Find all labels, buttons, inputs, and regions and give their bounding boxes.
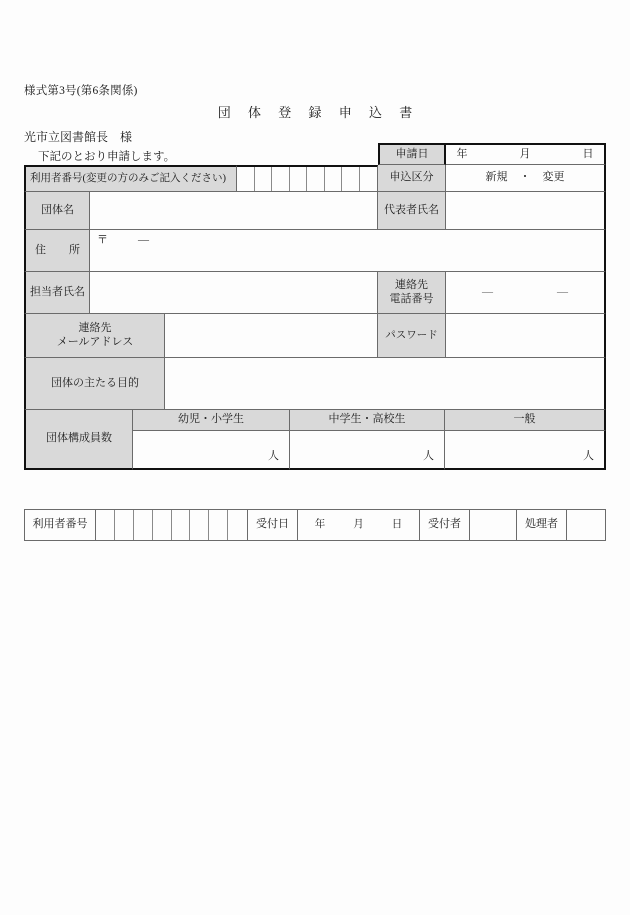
user-number-boxes[interactable] <box>237 165 378 192</box>
user-number-box[interactable] <box>307 167 325 191</box>
password-field[interactable] <box>446 314 606 358</box>
members-value-children[interactable] <box>133 431 290 470</box>
members-label: 団体構成員数 <box>24 410 133 470</box>
application-type-field[interactable] <box>446 165 606 192</box>
form-number: 様式第3号(第6条関係) <box>24 85 138 97</box>
email-label <box>24 314 165 358</box>
receipt-date-month: 月 <box>353 519 364 531</box>
user-number-box[interactable] <box>272 167 290 191</box>
receiver-label: 受付者 <box>420 509 470 541</box>
phone-dash-2: ― <box>557 285 568 298</box>
office-user-number-boxes[interactable] <box>96 509 248 541</box>
office-user-number-box[interactable] <box>228 510 247 540</box>
password-label: パスワード <box>378 314 446 358</box>
members-value-students[interactable] <box>290 431 445 470</box>
application-date-day: 日 <box>582 147 594 160</box>
intro-text: 下記のとおり申請します。 <box>38 151 176 163</box>
application-type-option-change[interactable]: 変更 <box>542 171 565 184</box>
user-number-box[interactable] <box>342 167 360 191</box>
receipt-date-day: 日 <box>391 519 403 531</box>
address-label: 住 所 <box>24 230 90 272</box>
representative-name-field[interactable] <box>446 192 606 230</box>
application-date-month: 月 <box>519 147 531 160</box>
members-value-general[interactable] <box>445 431 606 470</box>
members-header-students: 中学生・高校生 <box>290 410 445 431</box>
user-number-box[interactable] <box>237 167 255 191</box>
members-unit-children: 人 <box>268 450 279 463</box>
phone-label <box>378 272 446 314</box>
receipt-date-year: 年 <box>314 519 326 531</box>
email-label-line1: 連絡先 <box>78 321 112 334</box>
processor-label: 処理者 <box>517 509 567 541</box>
postal-mark-icon: 〒 <box>97 234 108 246</box>
office-user-number-box[interactable] <box>209 510 228 540</box>
members-unit-general: 人 <box>583 450 594 463</box>
members-header-general: 一般 <box>445 410 606 431</box>
document-title: 団 体 登 録 申 込 書 <box>217 105 420 120</box>
email-label-line2: メールアドレス <box>56 335 134 348</box>
office-user-number-box[interactable] <box>134 510 153 540</box>
application-type-label: 申込区分 <box>378 165 446 192</box>
receipt-date-field[interactable] <box>298 509 420 541</box>
email-field[interactable] <box>165 314 378 358</box>
postal-dash: ― <box>138 234 149 246</box>
group-name-field[interactable] <box>90 192 378 230</box>
receipt-date-label: 受付日 <box>248 509 298 541</box>
application-date-label: 申請日 <box>378 143 446 165</box>
user-number-box[interactable] <box>255 167 273 191</box>
phone-dash-1: ― <box>482 285 493 298</box>
phone-label-line1: 連絡先 <box>395 278 428 291</box>
office-user-number-label: 利用者番号 <box>24 509 96 541</box>
user-number-box[interactable] <box>290 167 308 191</box>
office-user-number-box[interactable] <box>115 510 134 540</box>
processor-field[interactable] <box>567 509 606 541</box>
application-type-separator: ・ <box>519 171 531 184</box>
user-number-box[interactable] <box>325 167 343 191</box>
address-field[interactable] <box>90 230 606 272</box>
office-user-number-box[interactable] <box>190 510 209 540</box>
user-number-box[interactable] <box>360 167 378 191</box>
application-date-field[interactable] <box>446 143 606 165</box>
phone-label-line2: 電話番号 <box>389 292 434 305</box>
office-user-number-box[interactable] <box>96 510 115 540</box>
office-user-number-box[interactable] <box>172 510 191 540</box>
members-unit-students: 人 <box>423 450 434 463</box>
members-header-children: 幼児・小学生 <box>133 410 290 431</box>
contact-person-label: 担当者氏名 <box>24 272 90 314</box>
group-name-label: 団体名 <box>24 192 90 230</box>
office-user-number-box[interactable] <box>153 510 172 540</box>
contact-person-field[interactable] <box>90 272 378 314</box>
representative-name-label: 代表者氏名 <box>378 192 446 230</box>
application-type-option-new[interactable]: 新規 <box>485 171 508 184</box>
receiver-field[interactable] <box>470 509 517 541</box>
phone-field[interactable] <box>446 272 606 314</box>
application-date-year: 年 <box>456 147 468 160</box>
user-number-label: 利用者番号(変更の方のみご記入ください) <box>24 165 237 192</box>
addressee: 光市立図書館長 様 <box>24 130 133 144</box>
purpose-field[interactable] <box>165 358 606 410</box>
purpose-label: 団体の主たる目的 <box>24 358 165 410</box>
